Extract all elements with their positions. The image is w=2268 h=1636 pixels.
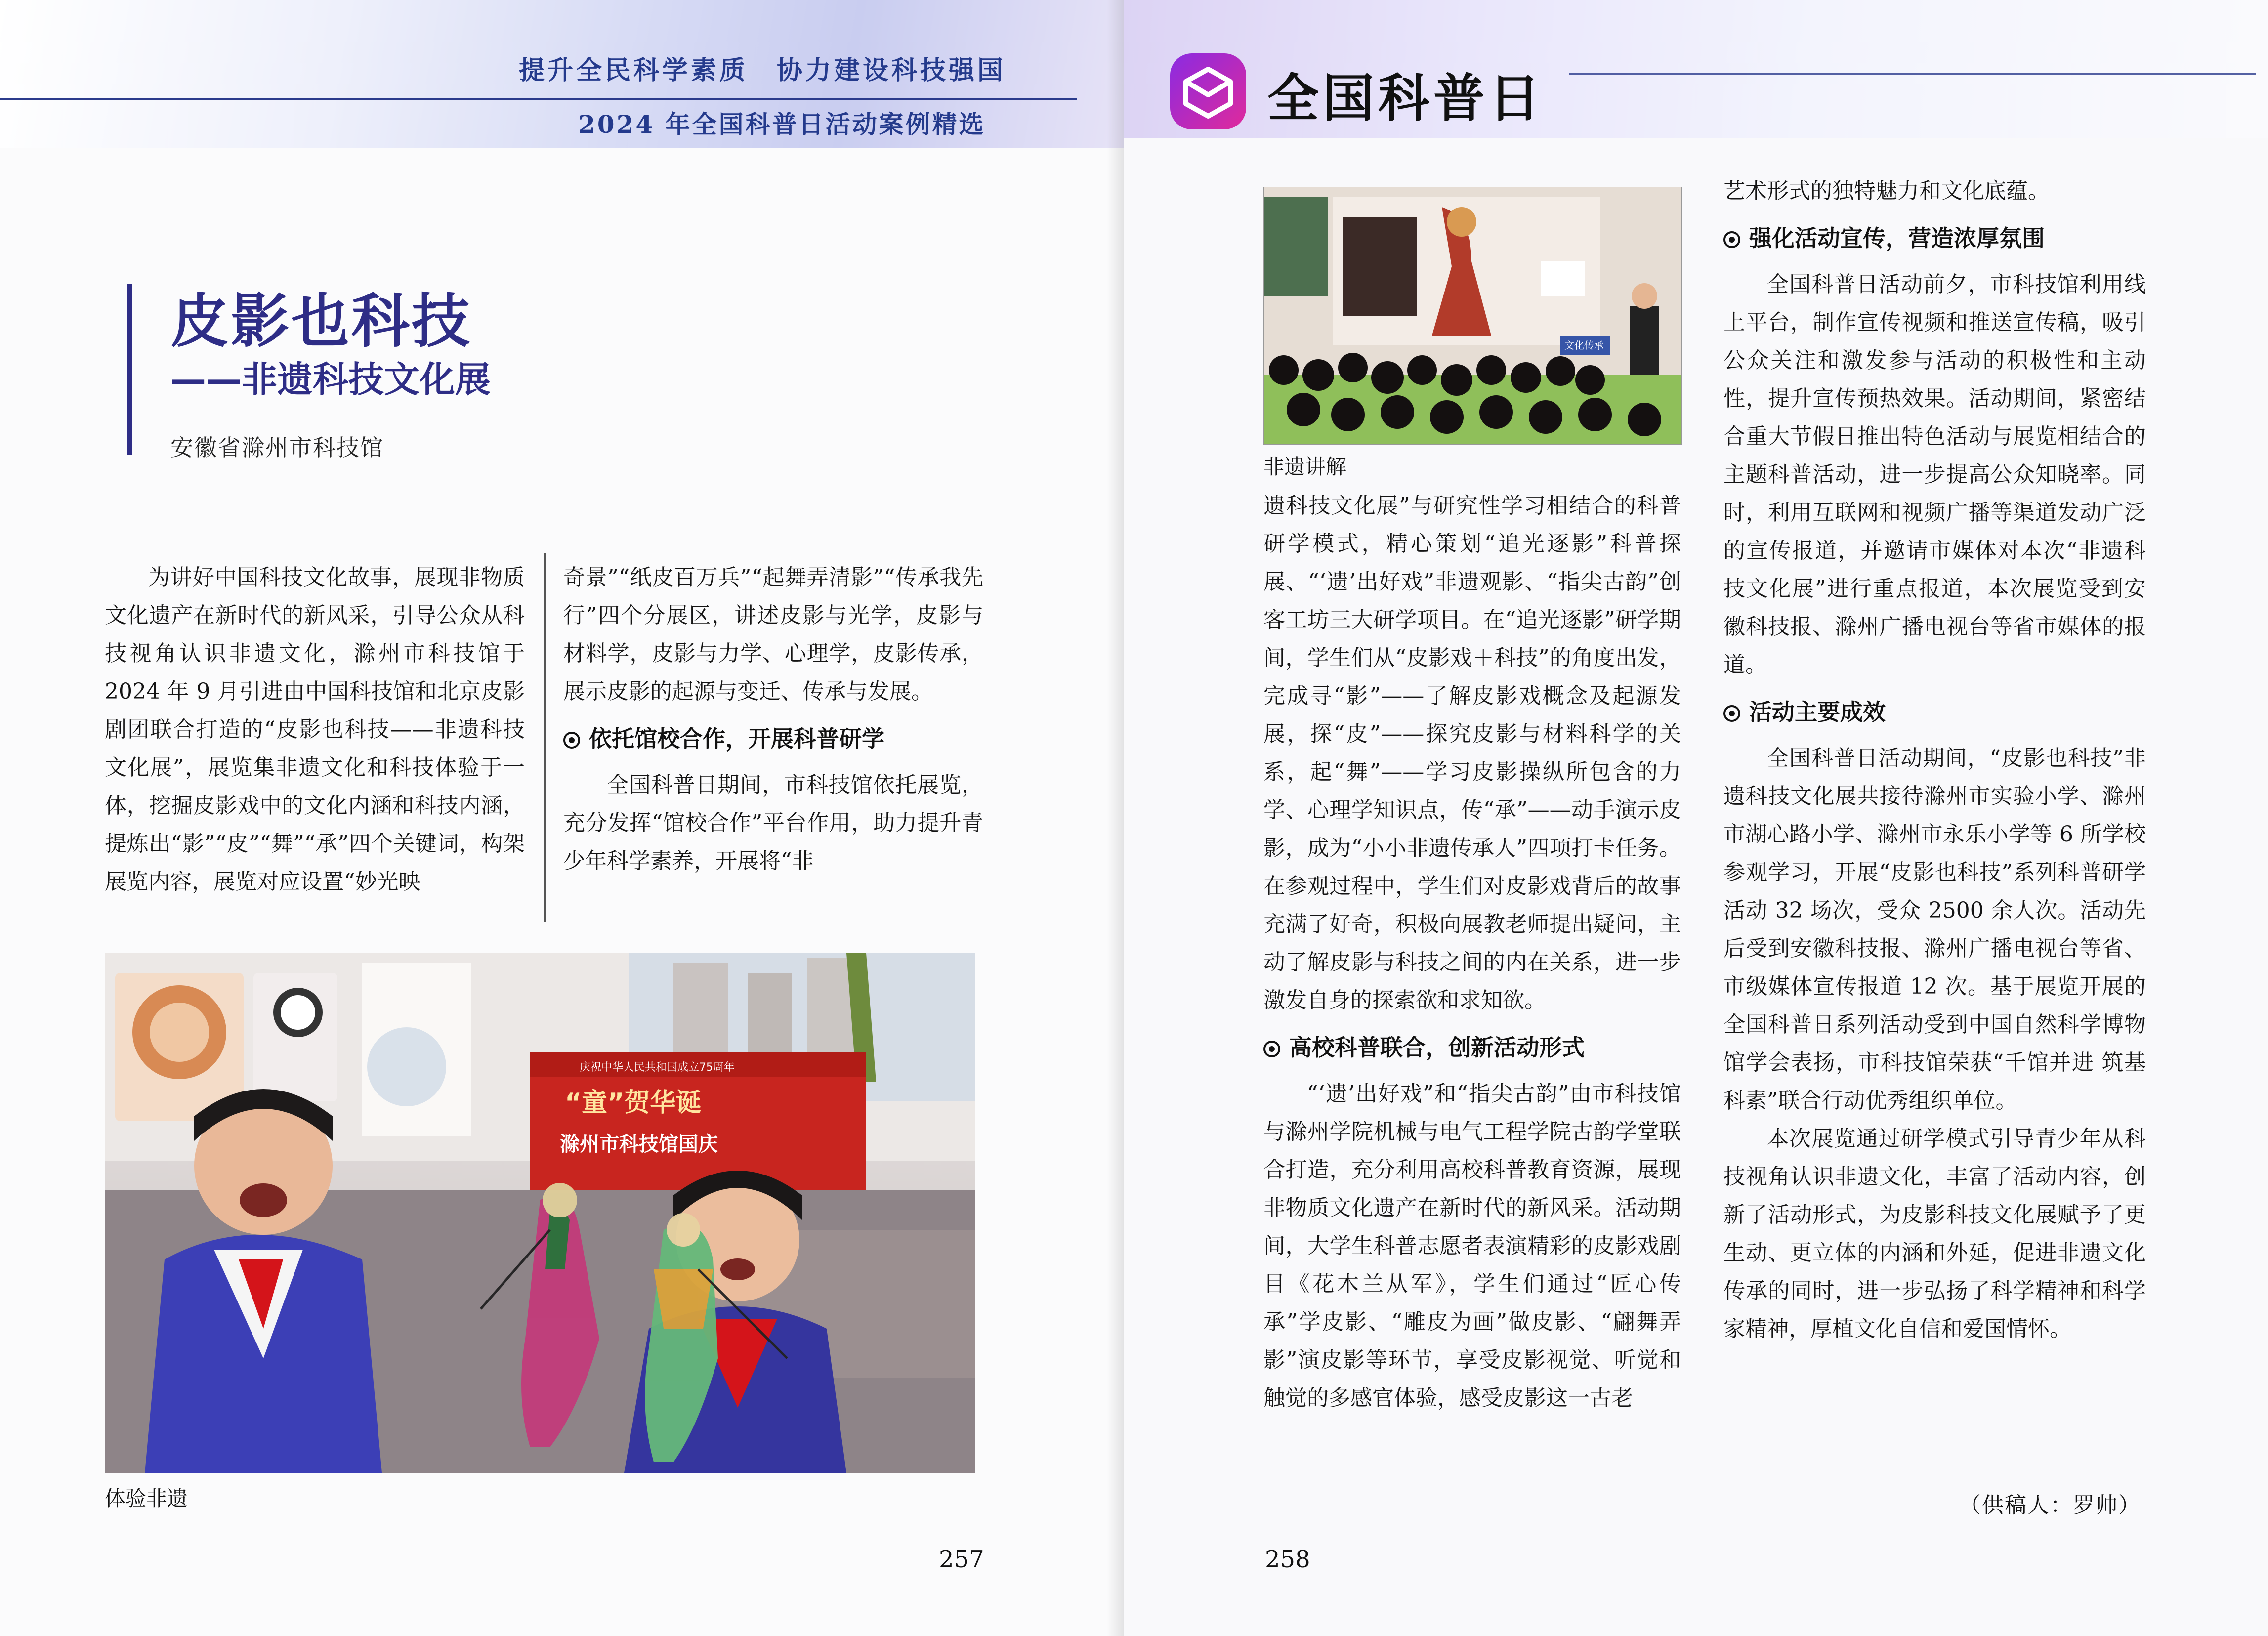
paragraph: “‘遗’出好戏”和“指尖古韵”由市科技馆与滁州学院机械与电气工程学院古韵学堂联合打造，充分利用高校科普教育资源，展现非物质文化遗产在新时代的新风采。活动期间，大学生科普志愿者表演精彩的皮影戏剧目《花木兰从军》，学生们通过“匠心传承”学皮影、“雕皮为画”做皮影、“翩舞弄影”演皮影等环节，享受皮影视觉、听觉和触觉的多感官体验，感受皮影这一古老	[1263, 1081, 1681, 1411]
brand-title: 全国科普日	[1267, 68, 1545, 128]
bullet-icon	[1263, 1041, 1280, 1057]
photo-experience	[105, 953, 975, 1473]
article-title: 皮影也科技	[170, 287, 472, 355]
bullet-icon	[1723, 231, 1740, 248]
section-heading: 高校科普联合，创新活动形式	[1263, 1030, 1681, 1065]
photo-explanation	[1263, 187, 1682, 445]
right-page	[1124, 0, 2268, 1636]
bullet-icon	[1723, 705, 1740, 722]
paragraph: 为讲好中国科技文化故事，展现非物质文化遗产在新时代的新风采，引导公众从科技视角认识非遗文化，滁州市科技馆于 2024 年 9 月引进由中国科技馆和北京皮影剧团联合打造的“皮影也科技——非遗科技文化展”，展览集非遗文化和科技体验于一体，挖掘皮影戏中的文化内涵和科技内涵，提炼出“影”“皮”“舞”“承”四个关键词，构架展览内容，展览对应设置“妙光映	[105, 565, 525, 894]
header-slogan: 提升全民科学素质 协力建设科技强国	[519, 55, 1007, 85]
left-column-2	[563, 558, 983, 880]
science-day-logo-icon	[1166, 49, 1250, 133]
paragraph: 本次展览通过研学模式引导青少年从科技视角认识非遗文化，丰富了活动内容，创新了活动形式，为皮影科技文化展赋予了更生动、更立体的内涵和外延，促进非遗文化传承的同时，进一步弘扬了科学精神和科学家精神，厚植文化自信和爱国情怀。	[1723, 1126, 2146, 1342]
article-subtitle: ——非遗科技文化展	[170, 359, 491, 400]
column-divider	[544, 553, 546, 922]
header-rule	[0, 98, 1077, 100]
left-page	[0, 0, 1124, 1636]
section-heading: 依托馆校合作，开展科普研学	[563, 721, 983, 756]
left-column-1	[105, 558, 525, 901]
section-heading: 活动主要成效	[1723, 695, 2146, 729]
page-number-right: 258	[1265, 1546, 1310, 1573]
banner-line-3: 滁州市科技馆国庆	[560, 1133, 718, 1156]
header-rule-right	[1569, 73, 2256, 75]
photo-caption-left: 体验非遗	[105, 1486, 188, 1510]
paragraph: 全国科普日活动期间，“皮影也科技”非遗科技文化展共接待滁州市实验小学、滁州市湖心路小学、滁州市永乐小学等 6 所学校参观学习，开展“皮影也科技”系列科普研学活动 32 场次，受众 2500 余人次。活动先后受到安徽科技报、滁州广播电视台等省、市级媒体宣传报道 12 次。基于展览开展的全国科普日系列活动受到中国自然科学博物馆学会表扬，市科技馆荣获“千馆并进 筑基科素”联合行动优秀组织单位。	[1723, 746, 2146, 1113]
title-accent-bar	[127, 284, 132, 455]
bullet-icon	[563, 732, 580, 749]
paragraph: 奇景”“纸皮百万兵”“起舞弄清影”“传承我先行”四个分展区，讲述皮影与光学，皮影与材料学，皮影与力学、心理学，皮影传承，展示皮影的起源与变迁、传承与发展。	[563, 565, 983, 704]
banner-line-2: “童”贺华诞	[565, 1088, 702, 1118]
article-author: 安徽省滁州市科技馆	[170, 434, 384, 461]
page-number-left: 257	[939, 1546, 984, 1573]
photo-illustration	[105, 953, 975, 1473]
banner-line-1: 庆祝中华人民共和国成立75周年	[580, 1061, 735, 1074]
paragraph: 艺术形式的独特魅力和文化底蕴。	[1723, 178, 2050, 204]
section-heading: 强化活动宣传，营造浓厚氛围	[1723, 221, 2146, 255]
board-label: 文化传承	[1564, 339, 1604, 351]
right-column-1	[1263, 487, 1681, 1417]
paragraph: 全国科普日期间，市科技馆依托展览，充分发挥“馆校合作”平台作用，助力提升青少年科学素养，开展将“非	[563, 772, 983, 874]
credit-line: （供稿人：罗帅）	[1959, 1493, 2141, 1518]
photo-illustration	[1264, 187, 1681, 444]
paragraph: 全国科普日活动前夕，市科技馆利用线上平台，制作宣传视频和推送宣传稿，吸引公众关注和激发参与活动的积极性和主动性，提升宣传预热效果。活动期间，紧密结合重大节假日推出特色活动与展览相结合的主题科普活动，进一步提高公众知晓率。同时，利用互联网和视频广播等渠道发动广泛的宣传报道，并邀请市媒体对本次“非遗科技文化展”进行重点报道，本次展览受到安徽科技报、滁州广播电视台等省市媒体的报道。	[1723, 272, 2146, 677]
photo-caption-right: 非遗讲解	[1263, 455, 1347, 479]
header-subtitle: 2024 年全国科普日活动案例精选	[578, 110, 986, 139]
paragraph: 遗科技文化展”与研究性学习相结合的科普研学模式，精心策划“追光逐影”科普探展、“‘遗’出好戏”非遗观影、“指尖古韵”创客工坊三大研学项目。在“追光逐影”研学期间，学生们从“皮影戏＋科技”的角度出发，完成寻“影”——了解皮影戏概念及起源发展，探“皮”——探究皮影与材料科学的关系，起“舞”——学习皮影操纵所包含的力学、心理学知识点，传“承”——动手演示皮影，成为“小小非遗传承人”四项打卡任务。在参观过程中，学生们对皮影戏背后的故事充满了好奇，积极向展教老师提出疑问，主动了解皮影与科技之间的内在关系，进一步激发自身的探索欲和求知欲。	[1263, 493, 1681, 1013]
right-column-2	[1723, 172, 2146, 1348]
